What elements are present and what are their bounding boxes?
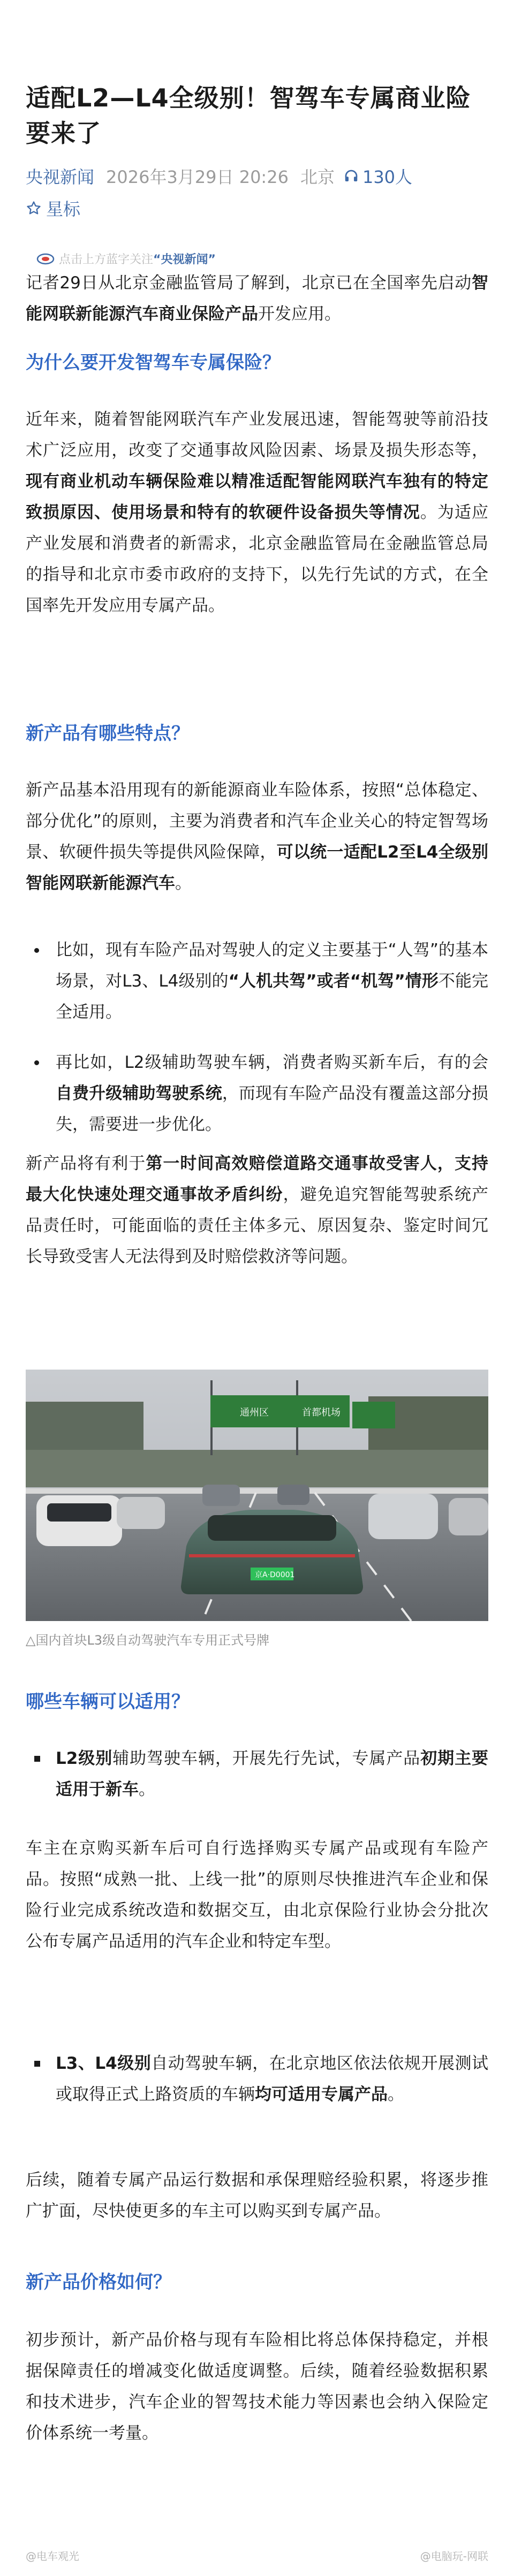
publish-location: 北京 <box>300 167 335 187</box>
road-sign-left: 通州区 <box>240 1407 269 1418</box>
list-item: L3、L4级别自动驾驶车辆，在北京地区依法依规开展测试或取得正式上路资质的车辆均可适用专属产品。 <box>26 2048 488 2110</box>
follow-prefix: 点击上方蓝字关注 <box>59 253 154 266</box>
watermark-left: @电车观光 <box>26 2550 79 2563</box>
bullet-list-l3-l4 <box>26 2048 488 2110</box>
highway-traffic-image <box>26 1370 488 1621</box>
list-item: 再比如，L2级辅助驾驶车辆，消费者购买新车后，有的会自费升级辅助驾驶系统，而现有车险产品没有覆盖这部分损失，需要进一步优化。 <box>26 1047 488 1140</box>
section-heading-why: 为什么要开发智驾车专属保险？ <box>26 352 281 373</box>
bullet-list-l2 <box>26 1743 488 1805</box>
paragraph-benefits: 新产品将有利于第一时间高效赔偿道路交通事故受害人，支持最大化快速处理交通事故矛盾纠纷，避免追究智能驾驶系统产品责任时，可能面临的责任主体多元、原因复杂、鉴定时间冗长导致受害人无法得到及时赔偿救济等问题。 <box>26 1154 489 1266</box>
listen-count: 130人 <box>362 167 413 187</box>
paragraph-intro: 记者29日从北京金融监管局了解到，北京已在全国率先启动智能网联新能源汽车商业保险产品开发应用。 <box>26 273 488 324</box>
listen-button[interactable] <box>343 164 412 188</box>
paragraph-background: 近年来，随着智能网联汽车产业发展迅速，智能驾驶等前沿技术广泛应用，改变了交通事故风险因素、场景及损失形态等，现有商业机动车辆保险难以精准适配智能网联汽车独有的特定致损原因、使用场景和特有的软硬件设备损失等情况。为适应产业发展和消费者的新需求，北京金融监管局在金融监管总局的指导和北京市委市政府的支持下，以先行先试的方式，在全国率先开发应用专属产品。 <box>26 410 489 615</box>
star-button[interactable] <box>26 196 488 220</box>
star-icon <box>26 200 42 216</box>
source-link[interactable]: 央视新闻 <box>26 167 95 187</box>
paragraph-purchase: 车主在京购买新车后可自行选择购买专属产品或现有车险产品。按照“成熟一批、上线一批”的原则尽快推进汽车企业和保险行业完成系统改造和数据交互，由北京保险行业协会分批次公布专属产品适用的汽车企业和特定车型。 <box>26 1839 488 1951</box>
section-heading-features: 新产品有哪些特点？ <box>26 723 190 744</box>
paragraph-price: 初步预计，新产品价格与现有车险相比将总体保持稳定，并根据保障责任的增减变化做适度调整。后续，随着经验数据积累和技术进步，汽车企业的智驾技术能力等因素也会纳入保险定价体系统一考量。 <box>26 2330 488 2443</box>
list-item: 比如，现有车险产品对驾驶人的定义主要基于“人驾”的基本场景，对L3、L4级别的“人机共驾”或者“机驾”情形不能完全适用。 <box>26 935 488 1028</box>
photo-caption: △国内首块L3级自动驾驶汽车专用正式号牌 <box>26 1633 270 1648</box>
article-meta <box>26 164 488 188</box>
article-title: 适配L2—L4全级别！智驾车专属商业险要来了 <box>26 83 471 148</box>
paragraph-features: 新产品基本沿用现有的新能源商业车险体系，按照“总体稳定、部分优化”的原则，主要为消费者和汽车企业关心的特定智驾场景、软硬件损失等提供风险保障，可以统一适配L2至L4全级别智能网联新能源汽车。 <box>26 781 489 893</box>
footer-watermarks <box>26 2548 488 2563</box>
paragraph-followup: 后续，随着专属产品运行数据和承保理赔经验积累，将逐步推广扩面，尽快使更多的车主可以购买到专属产品。 <box>26 2170 488 2221</box>
watermark-right: @电脑玩-网联 <box>420 2550 488 2563</box>
follow-account-name: “央视新闻” <box>153 253 216 266</box>
list-item: L2级别辅助驾驶车辆，开展先行先试，专属产品初期主要适用于新车。 <box>26 1743 488 1805</box>
section-heading-price: 新产品价格如何？ <box>26 2272 171 2293</box>
cctv-news-logo-icon <box>36 252 55 266</box>
license-plate: 京A·D0001 <box>255 1571 295 1579</box>
bullet-list-examples <box>26 935 488 1140</box>
article-photo <box>26 1370 488 1621</box>
road-sign-right: 首都机场 <box>302 1407 341 1418</box>
follow-banner[interactable] <box>36 250 488 267</box>
headphones-icon <box>343 168 359 184</box>
section-heading-eligible: 哪些车辆可以适用？ <box>26 1691 190 1713</box>
publish-date: 2026年3月29日 20:26 <box>106 167 289 187</box>
star-label: 星标 <box>46 199 81 219</box>
